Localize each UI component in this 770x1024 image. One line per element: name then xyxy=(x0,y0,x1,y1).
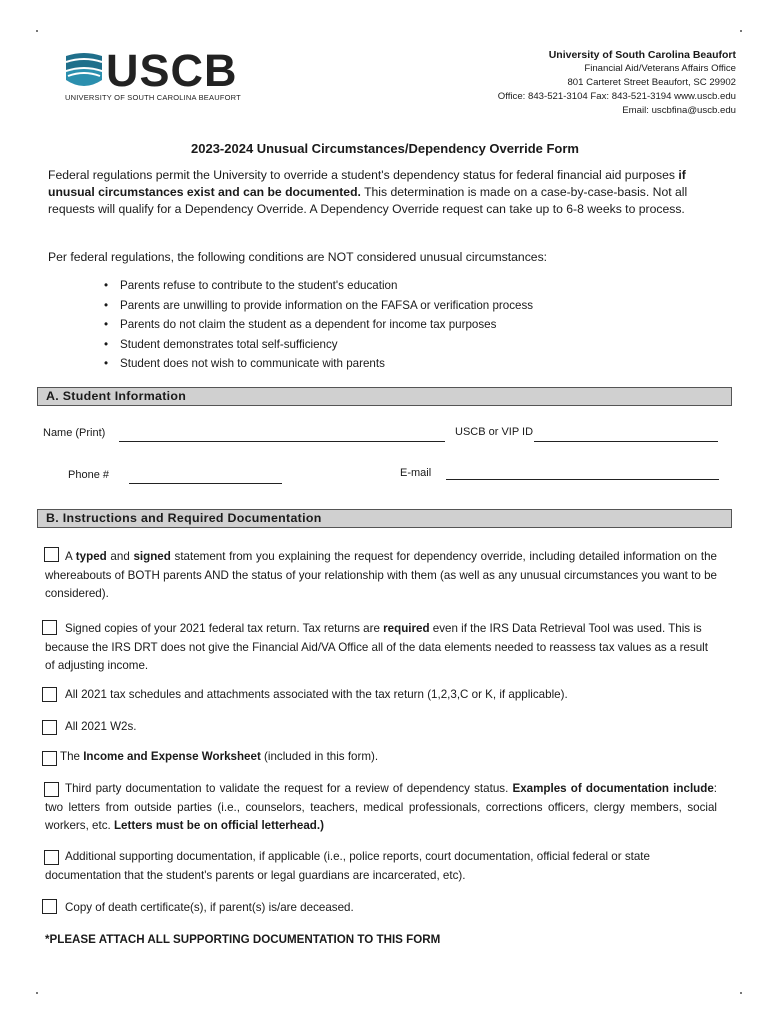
item-text: (included in this form). xyxy=(260,750,379,763)
office-address-block xyxy=(498,48,736,118)
email-label: E-mail xyxy=(400,467,432,479)
list-item: • Student demonstrates total self-sufficiency xyxy=(100,335,533,355)
corner-mark xyxy=(740,30,742,32)
item-bold-text: typed xyxy=(75,550,107,563)
item-bold-text: required xyxy=(383,622,430,635)
doc-item-income-worksheet xyxy=(42,748,714,767)
attach-notice: *PLEASE ATTACH ALL SUPPORTING DOCUMENTATION TO THIS FORM xyxy=(45,933,441,946)
conditions-intro: Per federal regulations, the following conditions are NOT considered unusual circumstances: xyxy=(48,250,548,264)
doc-item-additional-docs xyxy=(45,848,717,885)
student-id-field[interactable] xyxy=(534,441,718,442)
item-text: All 2021 W2s. xyxy=(65,720,137,733)
email-field[interactable] xyxy=(446,479,719,480)
item-text: and xyxy=(106,550,134,563)
intro-text-a: Federal regulations permit the University to override a student's dependency status for federal financial aid purposes xyxy=(48,168,679,182)
doc-item-w2 xyxy=(45,718,717,737)
doc-item-death-certificate xyxy=(45,899,717,918)
logo-subtitle: UNIVERSITY OF SOUTH CAROLINA BEAUFORT xyxy=(65,93,241,102)
section-a-title: A. Student Information xyxy=(46,389,187,403)
intro-text-b: This determination is made on a case-by-case-basis. Not all requests will qualify for a Dependency Override. A Dependency Override request can take up to 6-8 weeks to process. xyxy=(48,185,688,216)
list-item: • Parents refuse to contribute to the student's education xyxy=(100,276,533,296)
item-bold-text: Letters must be on official letterhead.) xyxy=(113,819,324,832)
section-b-header xyxy=(37,509,732,528)
org-name: University of South Carolina Beaufort xyxy=(548,49,736,61)
list-item: • Parents are unwilling to provide information on the FAFSA or verification process xyxy=(100,296,533,316)
item-bold-text: Examples of documentation include xyxy=(512,782,714,795)
office-address: 801 Carteret Street Beaufort, SC 29902 xyxy=(567,77,736,88)
item-text: even if the IRS Data Retrieval Tool was used. This is because the IRS DRT does not give the Financial Aid/VA Office all of the data elements needed to reassess tax values as a result of adjusting income. xyxy=(45,622,708,672)
item-text: Signed copies of your 2021 federal tax return. Tax returns are xyxy=(65,622,384,635)
office-name: Financial Aid/Veterans Affairs Office xyxy=(584,63,736,74)
logo-wordmark: USCB xyxy=(106,45,238,96)
item-text: : two letters from outside parties (i.e., counselors, teachers, medical professionals, corrections officers, clergy members, social workers, etc. xyxy=(45,782,718,832)
item-bold-text: signed xyxy=(133,550,171,563)
item-text: The xyxy=(60,750,84,763)
doc-item-third-party xyxy=(45,780,717,836)
student-id-label: USCB or VIP ID xyxy=(455,426,534,438)
item-text: statement from you explaining the request for dependency override, including detailed information on the whereabouts of BOTH parents AND the status of your relationship with them (as well as any unusual circumstances you want to be considered). xyxy=(45,550,717,600)
section-b-title: B. Instructions and Required Documentation xyxy=(46,511,322,525)
item-text: All 2021 tax schedules and attachments associated with the tax return (1,2,3,C or K, if applicable). xyxy=(65,688,568,701)
conditions-list xyxy=(100,276,533,374)
list-item: • Parents do not claim the student as a dependent for income tax purposes xyxy=(100,315,533,335)
item-bold-text: Income and Expense Worksheet xyxy=(83,750,261,763)
phone-label: Phone # xyxy=(68,469,109,481)
office-contact: Office: 843-521-3104 Fax: 843-521-3194 www.uscb.edu xyxy=(497,91,736,102)
intro-text-bold: if unusual circumstances exist and can be documented. xyxy=(48,168,686,199)
corner-mark xyxy=(36,992,38,994)
list-item: • Student does not wish to communicate with parents xyxy=(100,354,533,374)
corner-mark xyxy=(740,992,742,994)
phone-field[interactable] xyxy=(129,483,282,484)
name-label: Name (Print) xyxy=(43,427,106,439)
name-field[interactable] xyxy=(119,441,445,442)
item-text: Third party documentation to validate the request for a review of dependency status. xyxy=(65,782,513,795)
uscb-wave-logo-icon xyxy=(64,50,104,92)
doc-item-tax-return xyxy=(45,620,717,676)
doc-item-tax-schedules xyxy=(45,686,717,705)
office-email: Email: uscbfina@uscb.edu xyxy=(622,105,736,116)
doc-item-typed-statement xyxy=(45,548,717,604)
item-text: Copy of death certificate(s), if parent(s) is/are deceased. xyxy=(65,901,354,914)
item-text: Additional supporting documentation, if applicable (i.e., police reports, court documentation, official federal or state documentation that the student's parents or legal guardians are incarcerated, etc). xyxy=(45,850,650,882)
form-title: 2023-2024 Unusual Circumstances/Dependency Override Form xyxy=(191,141,579,156)
section-a-header xyxy=(37,387,732,406)
corner-mark xyxy=(36,30,38,32)
item-text: A xyxy=(65,550,76,563)
intro-paragraph xyxy=(48,167,724,218)
